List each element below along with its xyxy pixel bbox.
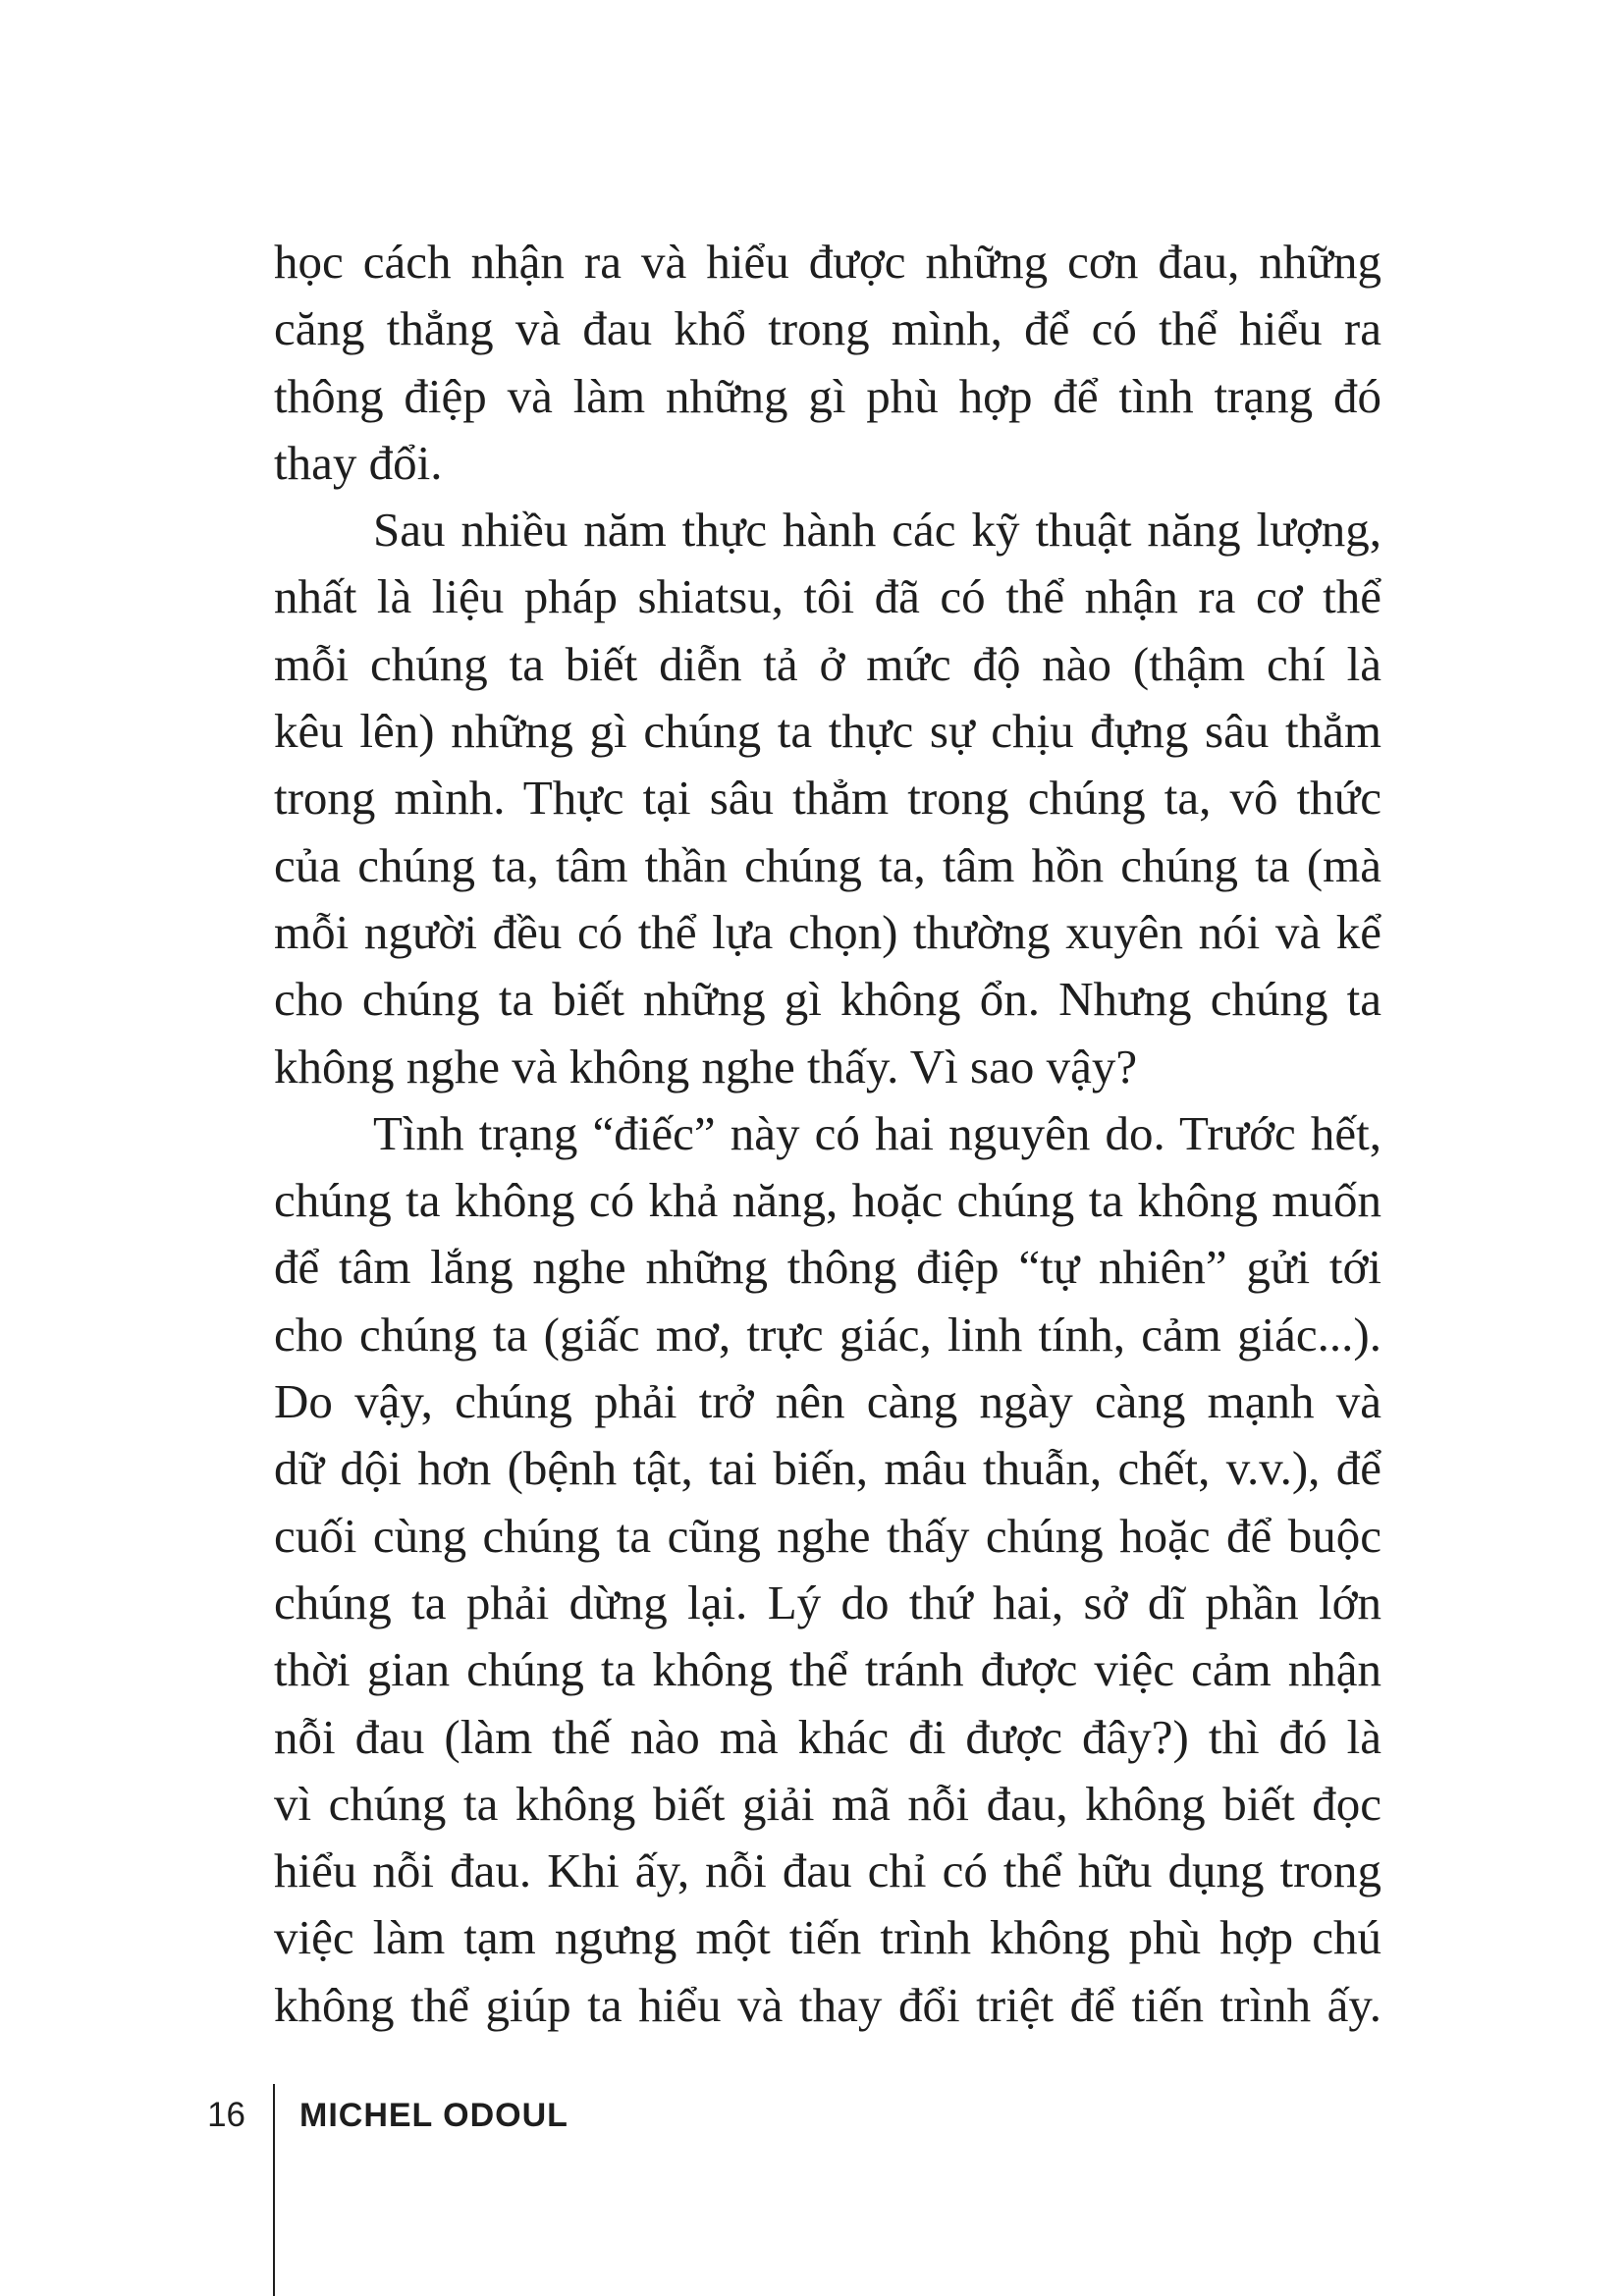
text-line: cho chúng ta (giấc mơ, trực giác, linh tính, cảm giác...). bbox=[274, 1307, 1381, 1362]
text-line: nỗi đau (làm thế nào mà khác đi được đây?) thì đó là bbox=[274, 1709, 1381, 1764]
text-line: chúng ta không có khả năng, hoặc chúng ta không muốn bbox=[274, 1173, 1381, 1228]
footer-divider bbox=[273, 2084, 275, 2296]
text-line: hiểu nỗi đau. Khi ấy, nỗi đau chỉ có thể hữu dụng trong bbox=[274, 1843, 1381, 1898]
text-line: không thể giúp ta hiểu và thay đổi triệt để tiến trình ấy. bbox=[274, 1977, 1381, 2032]
text-line: kêu lên) những gì chúng ta thực sự chịu đựng sâu thẳm bbox=[274, 704, 1381, 759]
text-line: Do vậy, chúng phải trở nên càng ngày càng mạnh và bbox=[274, 1374, 1381, 1429]
text-line: mỗi chúng ta biết diễn tả ở mức độ nào (thậm chí là bbox=[274, 636, 1381, 691]
text-line: Tình trạng “điếc” này có hai nguyên do. Trước hết, bbox=[373, 1105, 1381, 1160]
page-number: 16 bbox=[207, 2096, 245, 2134]
text-line: Sau nhiều năm thực hành các kỹ thuật năng lượng, bbox=[373, 503, 1381, 558]
text-line: thay đổi. bbox=[274, 435, 443, 490]
text-line: thời gian chúng ta không thể tránh được việc cảm nhận bbox=[274, 1642, 1381, 1697]
text-line: cho chúng ta biết những gì không ổn. Nhưng chúng ta bbox=[274, 972, 1381, 1027]
body-text bbox=[274, 229, 1381, 2039]
text-line: không nghe và không nghe thấy. Vì sao vậy? bbox=[274, 1039, 1138, 1094]
text-line: mỗi người đều có thể lựa chọn) thường xuyên nói và kể bbox=[274, 904, 1381, 959]
text-line: cuối cùng chúng ta cũng nghe thấy chúng hoặc để buộc bbox=[274, 1508, 1381, 1563]
text-line: vì chúng ta không biết giải mã nỗi đau, không biết đọc bbox=[274, 1776, 1381, 1831]
running-footer-author: MICHEL ODOUL bbox=[299, 2097, 568, 2134]
text-line: thông điệp và làm những gì phù hợp để tình trạng đó bbox=[274, 368, 1381, 423]
text-line: trong mình. Thực tại sâu thẳm trong chúng ta, vô thức bbox=[274, 771, 1381, 826]
text-line: học cách nhận ra và hiểu được những cơn đau, những bbox=[274, 235, 1381, 289]
text-line: nhất là liệu pháp shiatsu, tôi đã có thể nhận ra cơ thể bbox=[274, 569, 1381, 624]
text-line: dữ dội hơn (bệnh tật, tai biến, mâu thuẫn, chết, v.v.), để bbox=[274, 1441, 1381, 1496]
text-line: việc làm tạm ngưng một tiến trình không phù hợp chú bbox=[274, 1910, 1381, 1965]
text-line: để tâm lắng nghe những thông điệp “tự nhiên” gửi tới bbox=[274, 1240, 1381, 1295]
text-line: căng thẳng và đau khổ trong mình, để có thể hiểu ra bbox=[274, 301, 1381, 356]
text-line: chúng ta phải dừng lại. Lý do thứ hai, sở dĩ phần lớn bbox=[274, 1575, 1381, 1629]
text-line: của chúng ta, tâm thần chúng ta, tâm hồn chúng ta (mà bbox=[274, 837, 1381, 892]
